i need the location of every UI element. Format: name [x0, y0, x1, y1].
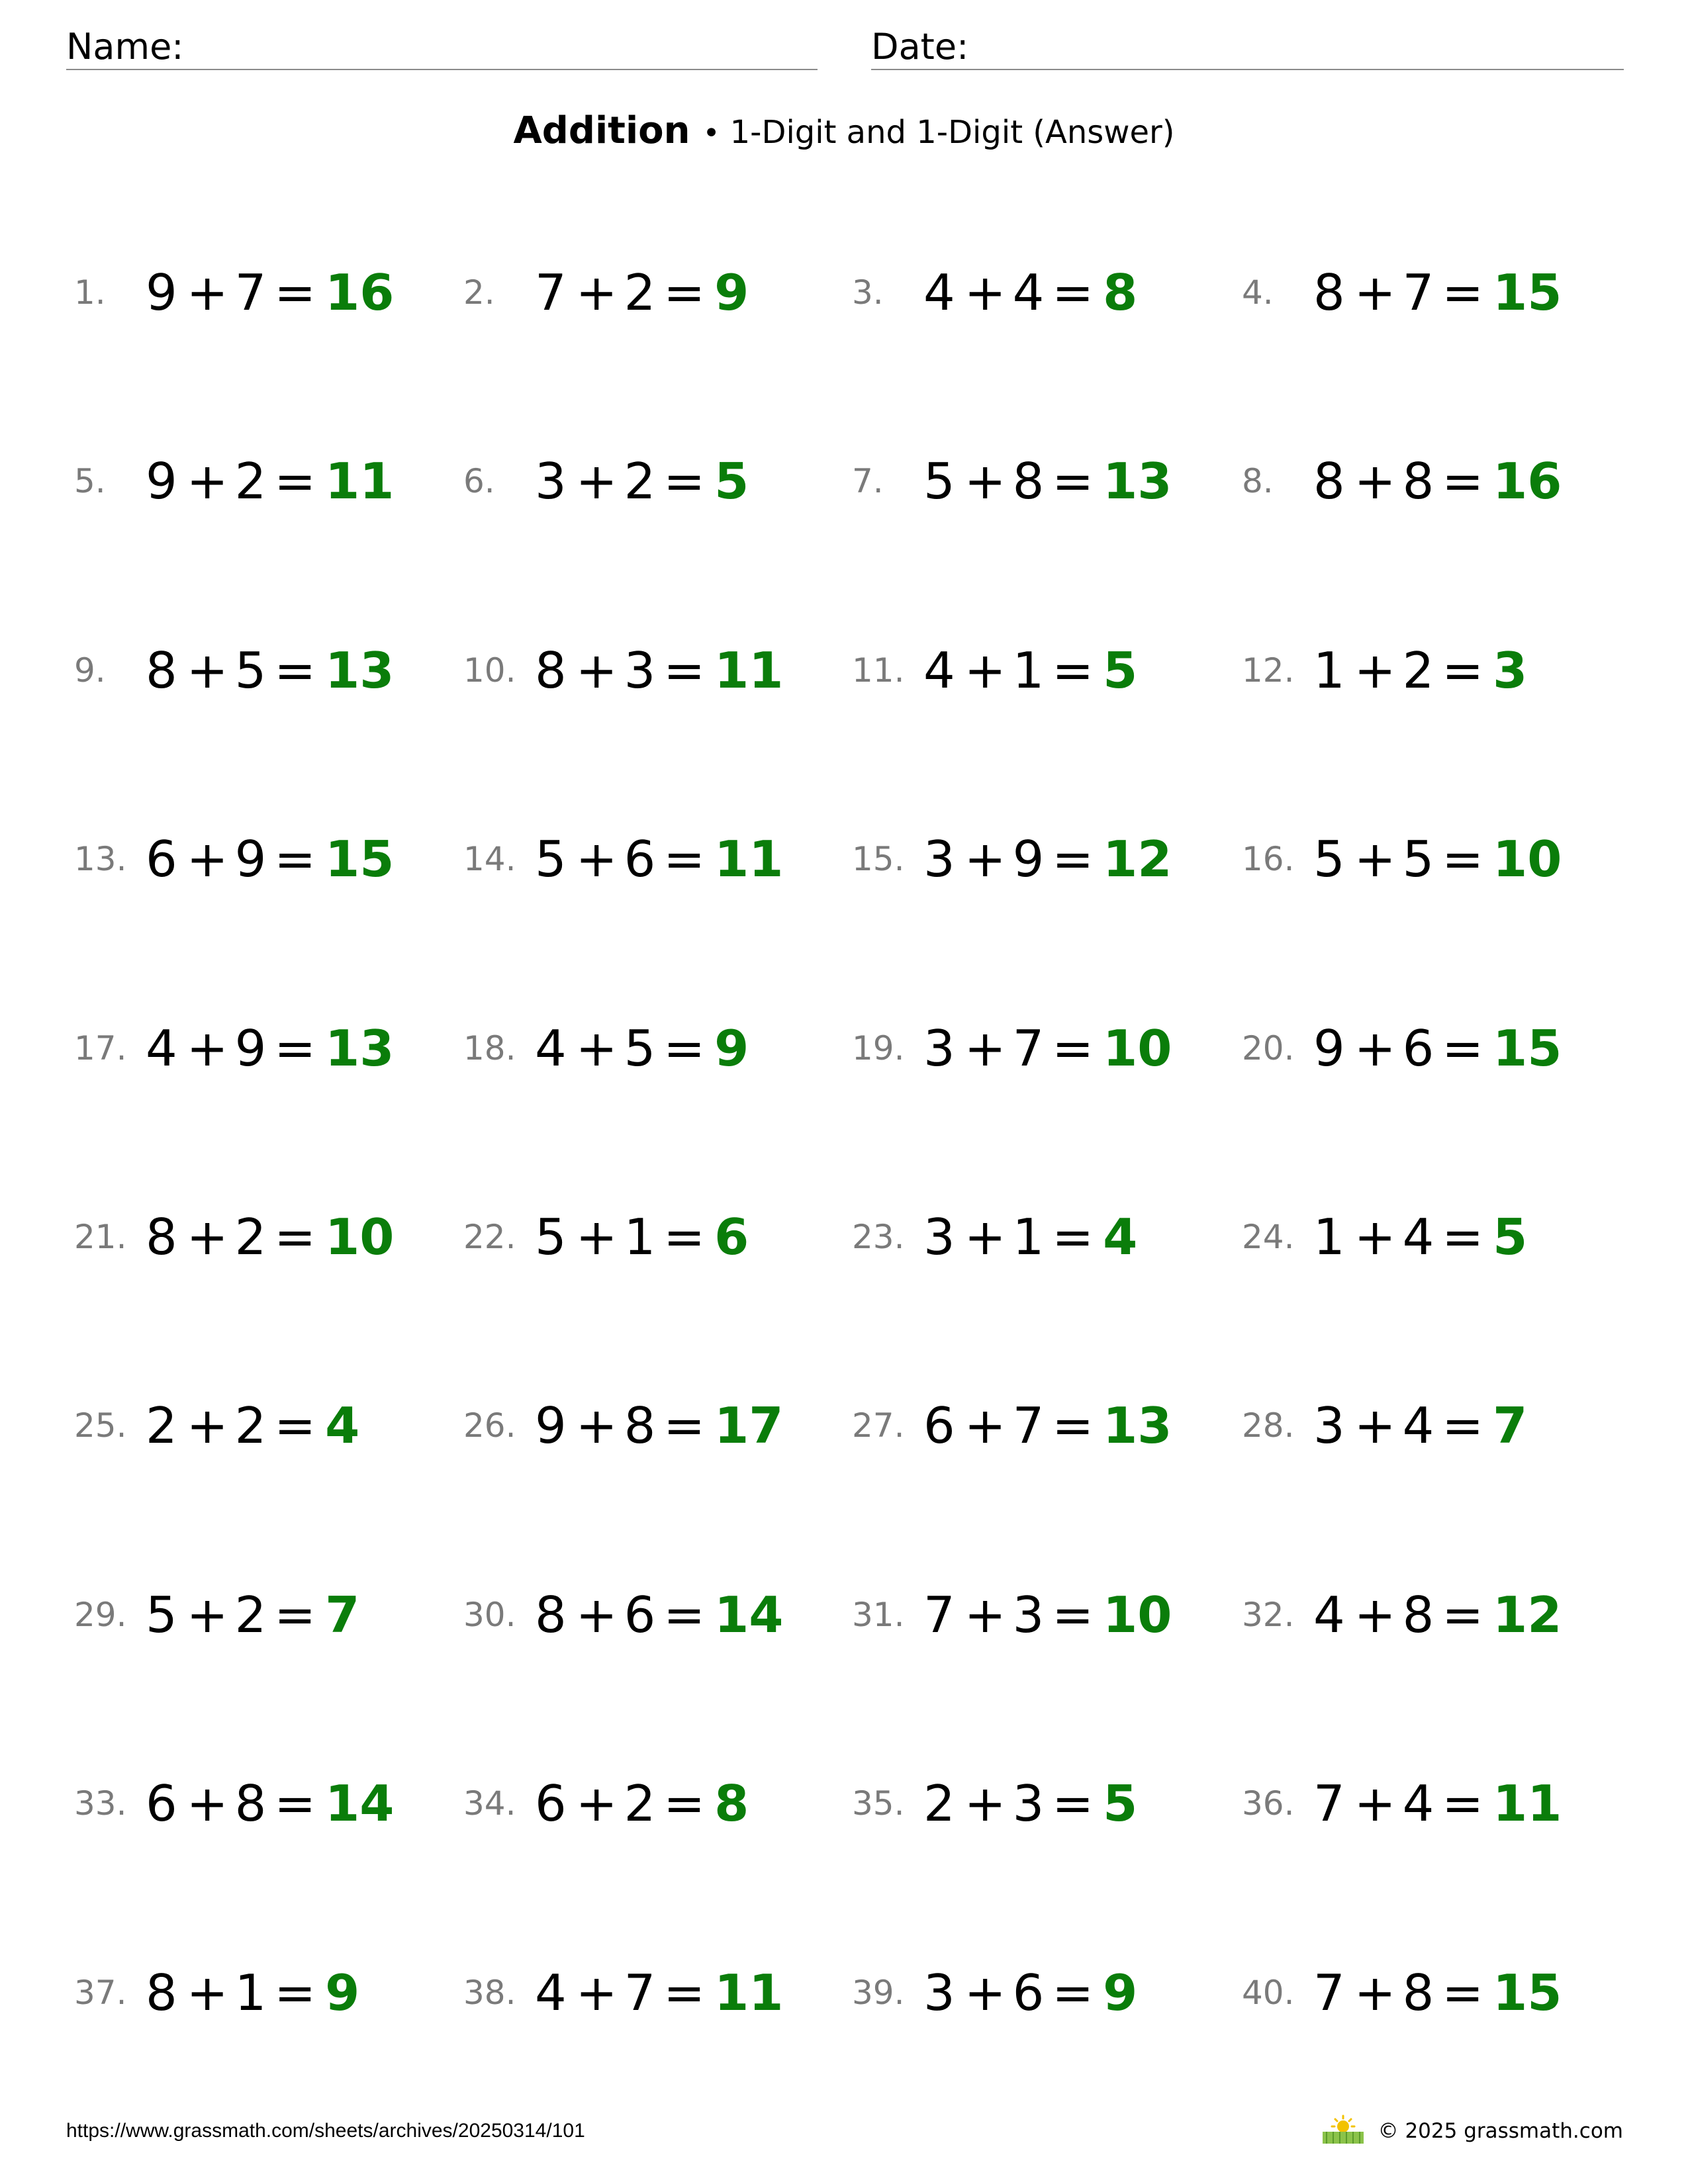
- plus-operator: +: [1354, 1208, 1396, 1266]
- equals-sign: =: [663, 263, 706, 322]
- answer: 6: [714, 1208, 749, 1266]
- equals-sign: =: [1052, 1586, 1094, 1644]
- problem-expression: [923, 1015, 1172, 1081]
- answer: 14: [325, 1774, 395, 1833]
- footer-branding: [1320, 2114, 1623, 2148]
- problem-number: 12.: [1242, 651, 1295, 690]
- addend-b: 4: [1012, 263, 1045, 322]
- problem-expression: [146, 1582, 359, 1648]
- addend-a: 7: [1313, 1964, 1345, 2022]
- equals-sign: =: [1052, 641, 1094, 700]
- problem-expression: [535, 826, 784, 892]
- problem-expression: [923, 1770, 1137, 1837]
- problem-expression: [923, 259, 1137, 326]
- problem-number: 27.: [852, 1406, 905, 1445]
- problem-number: 36.: [1242, 1784, 1295, 1823]
- equals-sign: =: [1442, 1208, 1484, 1266]
- problem-expression: [1313, 1770, 1562, 1837]
- copyright: © 2025 grassmath.com: [1378, 2119, 1623, 2143]
- addend-a: 2: [923, 1774, 955, 1833]
- addend-b: 2: [624, 1774, 656, 1833]
- addend-a: 9: [535, 1396, 567, 1455]
- equals-sign: =: [663, 830, 706, 888]
- equals-sign: =: [663, 452, 706, 510]
- addend-b: 8: [624, 1396, 656, 1455]
- problem-number: 1.: [74, 273, 106, 312]
- plus-operator: +: [186, 452, 228, 510]
- grass-sun-logo-icon: [1320, 2115, 1366, 2148]
- plus-operator: +: [1354, 1774, 1396, 1833]
- equals-sign: =: [274, 1019, 316, 1077]
- addend-b: 2: [234, 1586, 267, 1644]
- plus-operator: +: [1354, 452, 1396, 510]
- addend-b: 9: [234, 830, 267, 888]
- problem-expression: [535, 259, 749, 326]
- equals-sign: =: [1442, 1964, 1484, 2022]
- plus-operator: +: [186, 830, 228, 888]
- plus-operator: +: [1354, 1964, 1396, 2022]
- addend-a: 8: [146, 641, 177, 700]
- answer: 10: [1103, 1586, 1172, 1644]
- addend-b: 6: [1402, 1019, 1434, 1077]
- problem-expression: [1313, 1582, 1562, 1648]
- problem-expression: [1313, 1392, 1527, 1459]
- problem-number: 29.: [74, 1596, 127, 1634]
- problem-expression: [535, 1960, 784, 2026]
- problem-number: 17.: [74, 1029, 127, 1068]
- addend-a: 8: [535, 641, 567, 700]
- answer: 11: [325, 452, 395, 510]
- problem-expression: [146, 1960, 359, 2026]
- problem-expression: [923, 826, 1172, 892]
- addend-a: 6: [146, 1774, 177, 1833]
- problem-expression: [1313, 637, 1527, 704]
- plus-operator: +: [575, 1586, 618, 1644]
- addend-a: 3: [923, 1019, 955, 1077]
- equals-sign: =: [274, 1396, 316, 1455]
- addend-b: 4: [1402, 1208, 1434, 1266]
- answer: 9: [714, 263, 749, 322]
- addend-a: 6: [923, 1396, 955, 1455]
- equals-sign: =: [1052, 263, 1094, 322]
- addend-a: 5: [1313, 830, 1345, 888]
- addend-b: 8: [1402, 1586, 1434, 1644]
- addend-a: 3: [1313, 1396, 1345, 1455]
- problem-number: 28.: [1242, 1406, 1295, 1445]
- answer: 13: [325, 1019, 395, 1077]
- addend-a: 7: [923, 1586, 955, 1644]
- problem-expression: [1313, 1204, 1527, 1270]
- answer: 17: [714, 1396, 784, 1455]
- addend-b: 8: [234, 1774, 267, 1833]
- answer: 9: [714, 1019, 749, 1077]
- equals-sign: =: [1052, 830, 1094, 888]
- problem-expression: [535, 1015, 749, 1081]
- addend-b: 8: [1402, 452, 1434, 510]
- addend-a: 8: [1313, 452, 1345, 510]
- problem-expression: [923, 637, 1137, 704]
- equals-sign: =: [663, 1396, 706, 1455]
- problem-number: 8.: [1242, 462, 1274, 500]
- addend-b: 8: [1012, 452, 1045, 510]
- plus-operator: +: [964, 641, 1006, 700]
- answer: 10: [1103, 1019, 1172, 1077]
- equals-sign: =: [663, 1586, 706, 1644]
- answer: 12: [1103, 830, 1172, 888]
- problem-number: 20.: [1242, 1029, 1295, 1068]
- addend-b: 6: [624, 830, 656, 888]
- problem-number: 23.: [852, 1218, 905, 1256]
- plus-operator: +: [186, 1964, 228, 2022]
- problem-number: 35.: [852, 1784, 905, 1823]
- answer: 14: [714, 1586, 784, 1644]
- addend-b: 6: [1012, 1964, 1045, 2022]
- plus-operator: +: [964, 830, 1006, 888]
- addend-a: 8: [146, 1208, 177, 1266]
- problem-number: 14.: [463, 840, 516, 878]
- problem-expression: [1313, 1015, 1562, 1081]
- problem-number: 25.: [74, 1406, 127, 1445]
- title-separator: •: [702, 116, 720, 150]
- problem-number: 4.: [1242, 273, 1274, 312]
- plus-operator: +: [575, 1774, 618, 1833]
- answer: 13: [1103, 1396, 1172, 1455]
- problem-number: 9.: [74, 651, 106, 690]
- addend-b: 5: [624, 1019, 656, 1077]
- addend-a: 7: [535, 263, 567, 322]
- plus-operator: +: [186, 641, 228, 700]
- answer: 16: [325, 263, 395, 322]
- answer: 5: [1103, 1774, 1138, 1833]
- addend-a: 4: [535, 1964, 567, 2022]
- equals-sign: =: [663, 1774, 706, 1833]
- answer: 5: [714, 452, 749, 510]
- answer: 9: [1103, 1964, 1138, 2022]
- equals-sign: =: [1052, 1774, 1094, 1833]
- plus-operator: +: [575, 1396, 618, 1455]
- plus-operator: +: [1354, 1586, 1396, 1644]
- plus-operator: +: [964, 1774, 1006, 1833]
- plus-operator: +: [186, 1208, 228, 1266]
- addend-b: 7: [1012, 1019, 1045, 1077]
- addend-a: 4: [923, 641, 955, 700]
- problem-expression: [923, 1960, 1137, 2026]
- equals-sign: =: [663, 1019, 706, 1077]
- addend-b: 4: [1402, 1396, 1434, 1455]
- plus-operator: +: [964, 1964, 1006, 2022]
- equals-sign: =: [1442, 1396, 1484, 1455]
- addend-a: 4: [535, 1019, 567, 1077]
- equals-sign: =: [1442, 830, 1484, 888]
- addend-a: 5: [535, 1208, 567, 1266]
- addend-b: 1: [1012, 1208, 1045, 1266]
- addend-b: 3: [624, 641, 656, 700]
- equals-sign: =: [663, 1208, 706, 1266]
- addend-b: 2: [1402, 641, 1434, 700]
- title-subtitle: 1-Digit and 1-Digit (Answer): [729, 114, 1175, 151]
- problem-expression: [535, 1204, 749, 1270]
- answer: 8: [714, 1774, 749, 1833]
- problem-expression: [146, 1770, 395, 1837]
- addend-b: 5: [234, 641, 267, 700]
- addend-a: 1: [1313, 1208, 1345, 1266]
- plus-operator: +: [186, 1396, 228, 1455]
- problem-number: 10.: [463, 651, 516, 690]
- addend-a: 6: [535, 1774, 567, 1833]
- problem-number: 26.: [463, 1406, 516, 1445]
- plus-operator: +: [575, 830, 618, 888]
- equals-sign: =: [1442, 641, 1484, 700]
- problem-number: 30.: [463, 1596, 516, 1634]
- problem-expression: [146, 1015, 395, 1081]
- problem-expression: [1313, 259, 1562, 326]
- problem-number: 18.: [463, 1029, 516, 1068]
- plus-operator: +: [575, 1208, 618, 1266]
- problem-expression: [1313, 448, 1562, 514]
- problem-number: 13.: [74, 840, 127, 878]
- problem-number: 37.: [74, 1974, 127, 2012]
- problem-number: 21.: [74, 1218, 127, 1256]
- equals-sign: =: [1052, 1208, 1094, 1266]
- addend-a: 8: [1313, 263, 1345, 322]
- answer: 7: [1493, 1396, 1528, 1455]
- addend-a: 9: [1313, 1019, 1345, 1077]
- answer: 9: [325, 1964, 360, 2022]
- addend-a: 3: [923, 1208, 955, 1266]
- plus-operator: +: [964, 1019, 1006, 1077]
- addend-a: 5: [923, 452, 955, 510]
- answer: 8: [1103, 263, 1138, 322]
- addend-b: 1: [624, 1208, 656, 1266]
- plus-operator: +: [186, 1774, 228, 1833]
- answer: 11: [714, 830, 784, 888]
- addend-a: 9: [146, 263, 177, 322]
- problem-expression: [146, 1392, 359, 1459]
- addend-b: 8: [1402, 1964, 1434, 2022]
- plus-operator: +: [186, 1019, 228, 1077]
- problem-number: 11.: [852, 651, 905, 690]
- problem-expression: [923, 1204, 1137, 1270]
- problem-number: 34.: [463, 1784, 516, 1823]
- answer: 13: [325, 641, 395, 700]
- problem-expression: [535, 637, 784, 704]
- addend-b: 3: [1012, 1774, 1045, 1833]
- title-main: Addition: [513, 109, 690, 152]
- addend-a: 7: [1313, 1774, 1345, 1833]
- addend-a: 9: [146, 452, 177, 510]
- date-label: Date:: [871, 26, 969, 68]
- answer: 12: [1493, 1586, 1562, 1644]
- problem-expression: [923, 448, 1172, 514]
- answer: 15: [325, 830, 395, 888]
- addend-a: 8: [146, 1964, 177, 2022]
- equals-sign: =: [1442, 1019, 1484, 1077]
- addend-b: 9: [1012, 830, 1045, 888]
- addend-a: 6: [146, 830, 177, 888]
- addend-b: 5: [1402, 830, 1434, 888]
- plus-operator: +: [1354, 641, 1396, 700]
- equals-sign: =: [274, 1208, 316, 1266]
- equals-sign: =: [274, 263, 316, 322]
- problem-number: 22.: [463, 1218, 516, 1256]
- addend-b: 9: [234, 1019, 267, 1077]
- problem-expression: [1313, 1960, 1562, 2026]
- problem-expression: [146, 448, 395, 514]
- equals-sign: =: [663, 1964, 706, 2022]
- answer: 7: [325, 1586, 360, 1644]
- problem-expression: [146, 826, 395, 892]
- problem-expression: [1313, 826, 1562, 892]
- equals-sign: =: [274, 641, 316, 700]
- plus-operator: +: [186, 263, 228, 322]
- problem-expression: [146, 637, 395, 704]
- problem-expression: [535, 1392, 784, 1459]
- problem-number: 15.: [852, 840, 905, 878]
- addend-b: 7: [1012, 1396, 1045, 1455]
- plus-operator: +: [964, 452, 1006, 510]
- plus-operator: +: [575, 263, 618, 322]
- problem-number: 7.: [852, 462, 884, 500]
- addend-b: 4: [1402, 1774, 1434, 1833]
- plus-operator: +: [964, 1396, 1006, 1455]
- addend-a: 4: [923, 263, 955, 322]
- plus-operator: +: [1354, 263, 1396, 322]
- problem-number: 33.: [74, 1784, 127, 1823]
- plus-operator: +: [1354, 1396, 1396, 1455]
- answer: 10: [1493, 830, 1562, 888]
- problem-number: 3.: [852, 273, 884, 312]
- plus-operator: +: [575, 1964, 618, 2022]
- answer: 11: [714, 641, 784, 700]
- equals-sign: =: [663, 641, 706, 700]
- addend-b: 3: [1012, 1586, 1045, 1644]
- equals-sign: =: [274, 1774, 316, 1833]
- problem-number: 32.: [1242, 1596, 1295, 1634]
- addend-a: 3: [535, 452, 567, 510]
- answer: 11: [1493, 1774, 1562, 1833]
- addend-b: 7: [234, 263, 267, 322]
- answer: 3: [1493, 641, 1528, 700]
- answer: 5: [1103, 641, 1138, 700]
- problem-expression: [146, 259, 395, 326]
- plus-operator: +: [1354, 830, 1396, 888]
- problem-number: 38.: [463, 1974, 516, 2012]
- problem-number: 6.: [463, 462, 495, 500]
- addend-b: 1: [234, 1964, 267, 2022]
- problem-expression: [923, 1582, 1172, 1648]
- problem-number: 39.: [852, 1974, 905, 2012]
- equals-sign: =: [1052, 1019, 1094, 1077]
- plus-operator: +: [964, 1586, 1006, 1644]
- problem-expression: [535, 448, 749, 514]
- problem-number: 40.: [1242, 1974, 1295, 2012]
- answer: 11: [714, 1964, 784, 2022]
- problem-number: 5.: [74, 462, 106, 500]
- answer: 10: [325, 1208, 395, 1266]
- addend-a: 1: [1313, 641, 1345, 700]
- equals-sign: =: [274, 452, 316, 510]
- addend-a: 2: [146, 1396, 177, 1455]
- addend-a: 5: [146, 1586, 177, 1644]
- plus-operator: +: [575, 452, 618, 510]
- problem-number: 31.: [852, 1596, 905, 1634]
- equals-sign: =: [1442, 263, 1484, 322]
- problem-number: 2.: [463, 273, 495, 312]
- addend-b: 2: [624, 263, 656, 322]
- addend-a: 4: [146, 1019, 177, 1077]
- answer: 15: [1493, 1019, 1562, 1077]
- equals-sign: =: [1052, 1964, 1094, 2022]
- addend-b: 2: [234, 1396, 267, 1455]
- equals-sign: =: [274, 1586, 316, 1644]
- plus-operator: +: [964, 263, 1006, 322]
- problem-number: 16.: [1242, 840, 1295, 878]
- answer: 4: [1103, 1208, 1138, 1266]
- addend-b: 2: [234, 452, 267, 510]
- answer: 5: [1493, 1208, 1528, 1266]
- answer: 15: [1493, 263, 1562, 322]
- addend-b: 2: [624, 452, 656, 510]
- addend-b: 7: [624, 1964, 656, 2022]
- problem-number: 24.: [1242, 1218, 1295, 1256]
- answer: 15: [1493, 1964, 1562, 2022]
- equals-sign: =: [1052, 452, 1094, 510]
- addend-a: 4: [1313, 1586, 1345, 1644]
- equals-sign: =: [1442, 1774, 1484, 1833]
- plus-operator: +: [575, 1019, 618, 1077]
- addend-a: 3: [923, 830, 955, 888]
- name-label: Name:: [66, 26, 184, 68]
- equals-sign: =: [1442, 452, 1484, 510]
- problem-expression: [146, 1204, 395, 1270]
- addend-b: 1: [1012, 641, 1045, 700]
- equals-sign: =: [1052, 1396, 1094, 1455]
- plus-operator: +: [964, 1208, 1006, 1266]
- addend-b: 2: [234, 1208, 267, 1266]
- addend-b: 7: [1402, 263, 1434, 322]
- answer: 4: [325, 1396, 360, 1455]
- problem-expression: [535, 1582, 784, 1648]
- problem-expression: [923, 1392, 1172, 1459]
- addend-a: 5: [535, 830, 567, 888]
- problem-expression: [535, 1770, 749, 1837]
- plus-operator: +: [1354, 1019, 1396, 1077]
- plus-operator: +: [575, 641, 618, 700]
- answer: 13: [1103, 452, 1172, 510]
- equals-sign: =: [274, 1964, 316, 2022]
- footer-url: https://www.grassmath.com/sheets/archives/20250314/101: [66, 2120, 585, 2142]
- equals-sign: =: [1442, 1586, 1484, 1644]
- equals-sign: =: [274, 830, 316, 888]
- addend-a: 3: [923, 1964, 955, 2022]
- addend-b: 6: [624, 1586, 656, 1644]
- addend-a: 8: [535, 1586, 567, 1644]
- plus-operator: +: [186, 1586, 228, 1644]
- problem-number: 19.: [852, 1029, 905, 1068]
- answer: 16: [1493, 452, 1562, 510]
